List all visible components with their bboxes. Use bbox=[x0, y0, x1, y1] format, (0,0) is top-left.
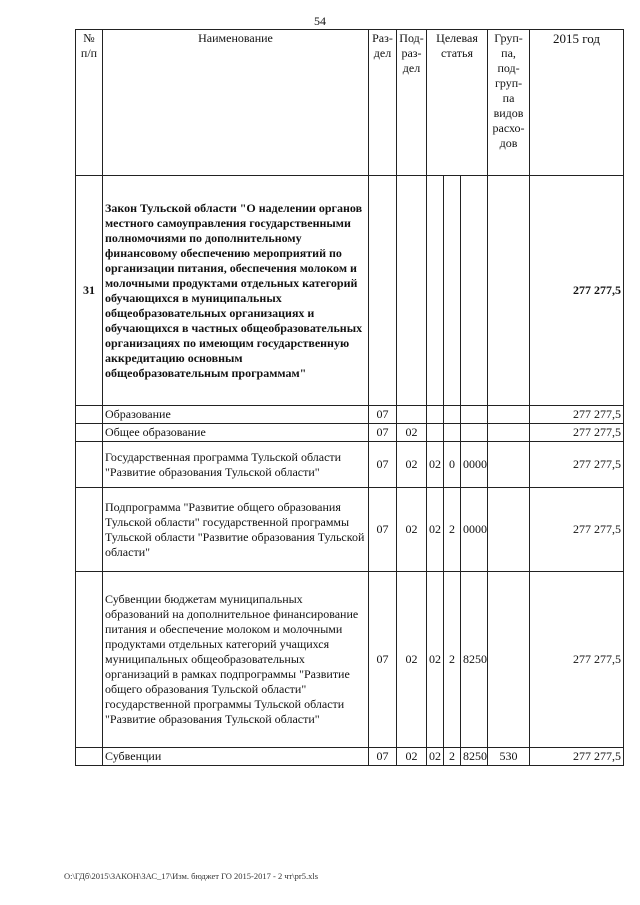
header-name: Наименование bbox=[103, 30, 369, 176]
row-expense-type bbox=[488, 488, 530, 572]
row-num: 31 bbox=[76, 176, 103, 406]
row-cs-direction: 0000 bbox=[461, 442, 488, 488]
row-cs-program: 02 bbox=[427, 572, 444, 748]
footer-file-path: О:\ГДб\2015\ЗАКОН\ЗАС_17\Изм. бюджет ГО 2015-2017 - 2 чт\pr5.xls bbox=[64, 871, 319, 881]
row-cs-subprogram: 2 bbox=[444, 748, 461, 766]
row-razdel: 07 bbox=[369, 406, 397, 424]
row-expense-type: 530 bbox=[488, 748, 530, 766]
row-cs-subprogram bbox=[444, 424, 461, 442]
row-cs-subprogram bbox=[444, 406, 461, 424]
row-cs-direction bbox=[461, 424, 488, 442]
row-name: Общее образование bbox=[103, 424, 369, 442]
row-podrazdel: 02 bbox=[397, 442, 427, 488]
row-expense-type bbox=[488, 572, 530, 748]
row-sum: 277 277,5 bbox=[530, 488, 624, 572]
table-row bbox=[76, 488, 624, 572]
table-row bbox=[76, 748, 624, 766]
row-sum: 277 277,5 bbox=[530, 442, 624, 488]
header-year: 2015 год bbox=[530, 30, 624, 176]
table-row bbox=[76, 406, 624, 424]
row-razdel: 07 bbox=[369, 748, 397, 766]
row-name: Закон Тульской области "О наделении органов местного самоуправления государственными полномочиями по дополнительному финансовому обеспечению мероприятий по организации питания, обеспечения молоком и молочными продуктами отдельных категорий обучающихся в муниципальных общеобразовательных организациях и обучающихся в частных общеобразовательных организациях по имеющим государственную аккредитацию основным общеобразовательным программам" bbox=[103, 176, 369, 406]
row-cs-subprogram: 2 bbox=[444, 572, 461, 748]
row-cs-subprogram: 2 bbox=[444, 488, 461, 572]
header-target: Целевая статья bbox=[427, 30, 488, 176]
table-row bbox=[76, 424, 624, 442]
row-expense-type bbox=[488, 176, 530, 406]
row-podrazdel: 02 bbox=[397, 572, 427, 748]
header-podrazdel: Под- раз- дел bbox=[397, 30, 427, 176]
table-row bbox=[76, 176, 624, 406]
page-number: 54 bbox=[314, 14, 326, 28]
row-cs-program: 02 bbox=[427, 748, 444, 766]
header-num: № п/п bbox=[76, 30, 103, 176]
row-cs-subprogram: 0 bbox=[444, 442, 461, 488]
row-num bbox=[76, 442, 103, 488]
row-sum: 277 277,5 bbox=[530, 424, 624, 442]
row-cs-program bbox=[427, 424, 444, 442]
row-podrazdel bbox=[397, 176, 427, 406]
row-sum: 277 277,5 bbox=[530, 406, 624, 424]
row-razdel bbox=[369, 176, 397, 406]
row-podrazdel: 02 bbox=[397, 488, 427, 572]
row-name: Подпрограмма "Развитие общего образования Тульской области" государственной программы Тульской области "Развитие образования Тульской области" bbox=[103, 488, 369, 572]
row-num bbox=[76, 572, 103, 748]
row-razdel: 07 bbox=[369, 488, 397, 572]
row-expense-type bbox=[488, 442, 530, 488]
row-razdel: 07 bbox=[369, 424, 397, 442]
header-group: Груп- па, под- груп- па видов расхо- дов bbox=[488, 30, 530, 176]
row-podrazdel: 02 bbox=[397, 424, 427, 442]
row-cs-direction: 8250 bbox=[461, 572, 488, 748]
row-expense-type bbox=[488, 406, 530, 424]
header-razdel: Раз- дел bbox=[369, 30, 397, 176]
row-name: Государственная программа Тульской области "Развитие образования Тульской области" bbox=[103, 442, 369, 488]
row-name: Субвенции bbox=[103, 748, 369, 766]
row-num bbox=[76, 488, 103, 572]
row-cs-program bbox=[427, 406, 444, 424]
row-name: Образование bbox=[103, 406, 369, 424]
row-sum: 277 277,5 bbox=[530, 572, 624, 748]
row-cs-program: 02 bbox=[427, 442, 444, 488]
row-cs-direction bbox=[461, 176, 488, 406]
table-row bbox=[76, 572, 624, 748]
row-cs-program: 02 bbox=[427, 488, 444, 572]
row-cs-direction: 8250 bbox=[461, 748, 488, 766]
row-podrazdel bbox=[397, 406, 427, 424]
row-name: Субвенции бюджетам муниципальных образований на дополнительное финансирование питания и обеспечение молоком и молочными продуктами отдельных категорий учащихся муниципальных общеобразовательных организаций в рамках подпрограммы "Развитие общего образования Тульской области" государственной программы Тульской области "Развитие образования Тульской области" bbox=[103, 572, 369, 748]
row-num bbox=[76, 748, 103, 766]
row-num bbox=[76, 406, 103, 424]
row-podrazdel: 02 bbox=[397, 748, 427, 766]
row-num bbox=[76, 424, 103, 442]
row-cs-direction: 0000 bbox=[461, 488, 488, 572]
row-cs-subprogram bbox=[444, 176, 461, 406]
row-razdel: 07 bbox=[369, 572, 397, 748]
row-cs-program bbox=[427, 176, 444, 406]
row-sum: 277 277,5 bbox=[530, 176, 624, 406]
table-header-row bbox=[76, 30, 624, 176]
budget-table bbox=[75, 29, 624, 766]
table-row bbox=[76, 442, 624, 488]
row-sum: 277 277,5 bbox=[530, 748, 624, 766]
row-expense-type bbox=[488, 424, 530, 442]
row-razdel: 07 bbox=[369, 442, 397, 488]
row-cs-direction bbox=[461, 406, 488, 424]
